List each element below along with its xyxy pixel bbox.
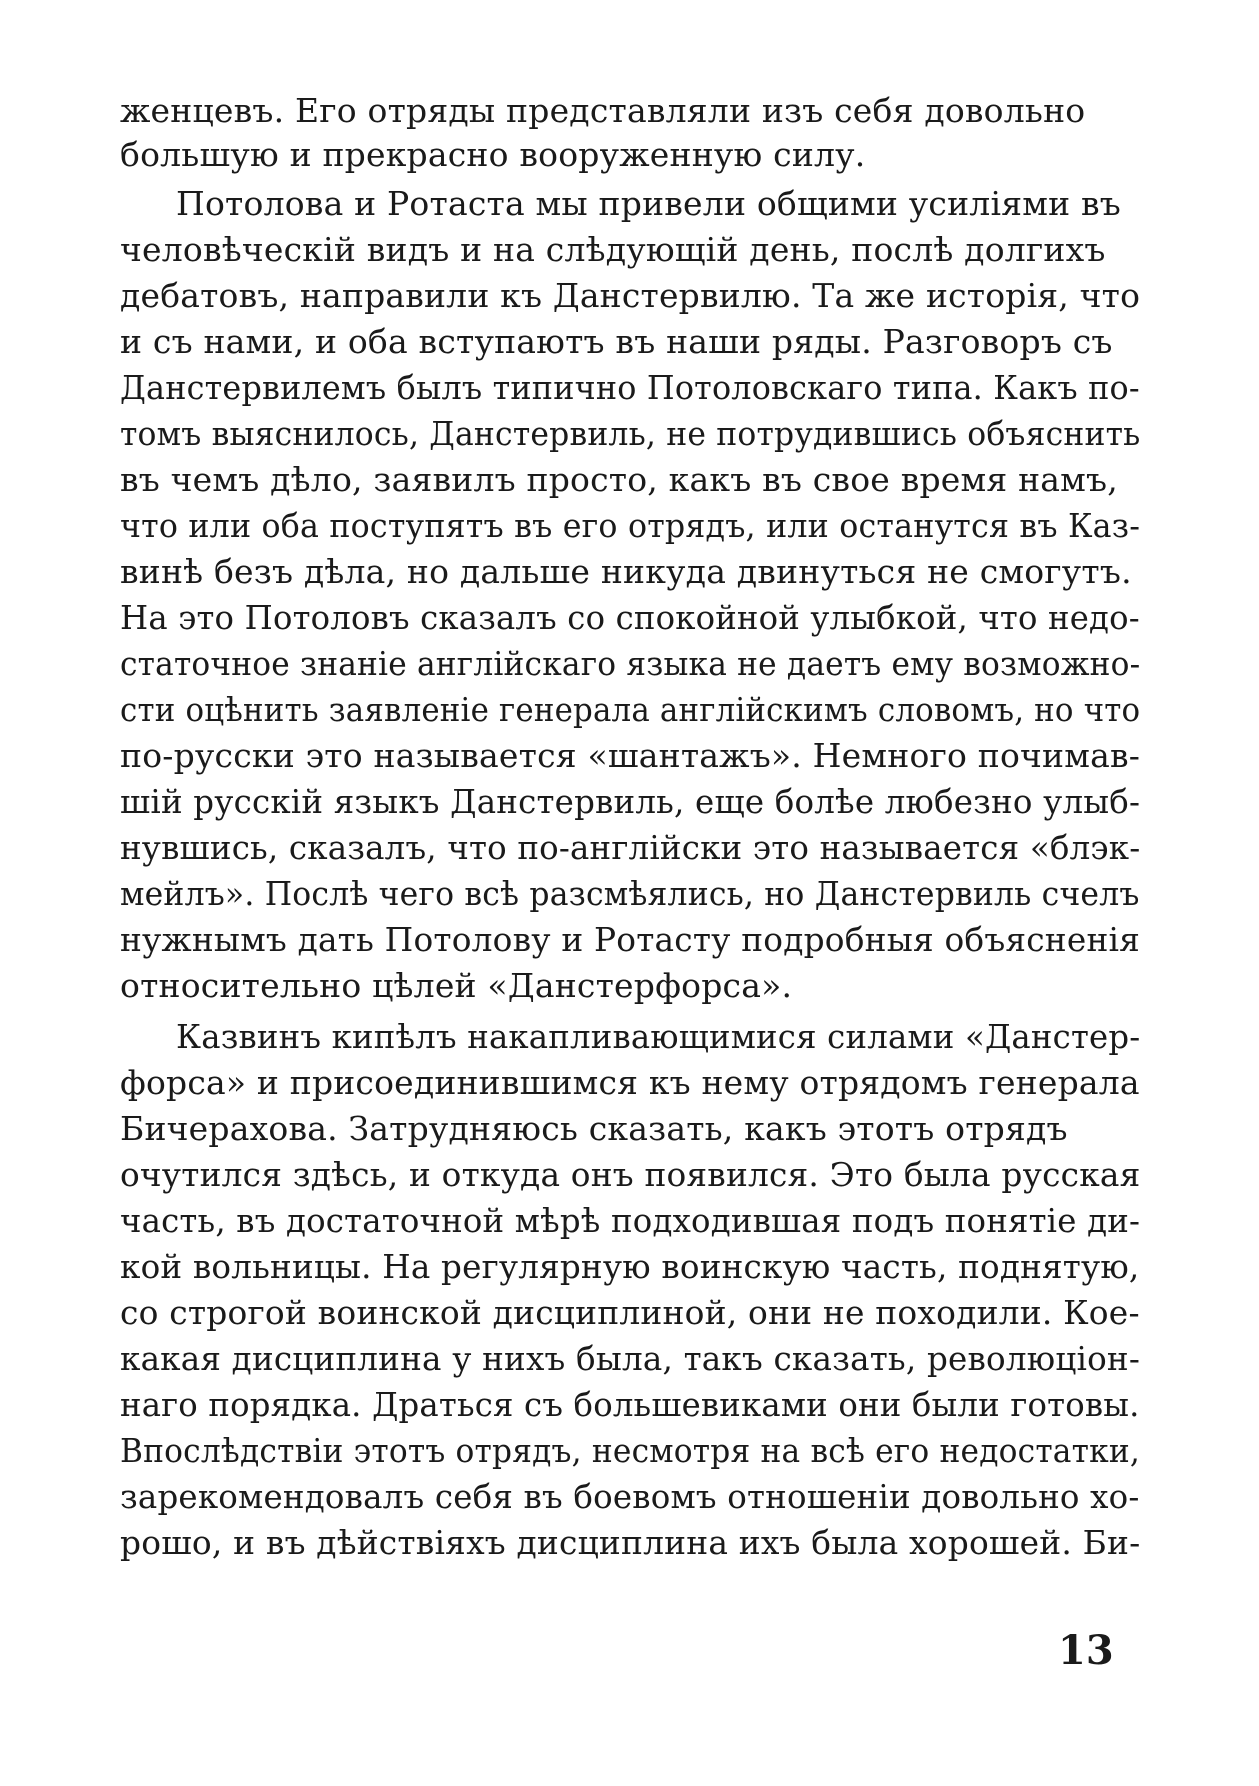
text-line: шій русскій языкъ Данстервиль, еще болѣе любезно улыб-: [120, 782, 1141, 821]
text-line: Казвинъ кипѣлъ накапливающимися силами «Данстер-: [176, 1017, 1141, 1056]
text-line: Бичерахова. Затрудняюсь сказать, какъ этотъ отрядъ: [120, 1109, 1068, 1148]
text-line: и съ нами, и оба вступаютъ въ наши ряды. Разговоръ съ: [120, 322, 1113, 361]
text-line: кой вольницы. На регулярную воинскую часть, поднятую,: [120, 1247, 1140, 1286]
text-line: дебатовъ, направили къ Данстервилю. Та же исторія, что: [120, 276, 1141, 315]
text-line: что или оба поступятъ въ его отрядъ, или останутся въ Каз-: [120, 506, 1141, 545]
text-line: Данстервилемъ былъ типично Потоловскаго типа. Какъ по-: [120, 368, 1140, 407]
text-line: относительно цѣлей «Данстерфорса».: [120, 966, 793, 1005]
text-line: женцевъ. Его отряды представляли изъ себя довольно: [120, 91, 1086, 130]
text-line: томъ выяснилось, Данстервиль, не потрудившись объяснить: [120, 414, 1141, 453]
page-number: 13: [1058, 1627, 1114, 1674]
text-line: винѣ безъ дѣла, но дальше никуда двинуться не смогутъ.: [120, 552, 1132, 591]
text-line: очутился здѣсь, и откуда онъ появился. Это была русская: [120, 1155, 1141, 1194]
text-line: статочное знаніе англійскаго языка не даетъ ему возможно-: [120, 644, 1141, 683]
text-line: часть, въ достаточной мѣрѣ подходившая подъ понятіе ди-: [120, 1201, 1141, 1240]
text-line: по-русски это называется «шантажъ». Немного почимав-: [120, 736, 1141, 775]
text-line: наго порядка. Драться съ большевиками они были готовы.: [120, 1385, 1140, 1424]
text-line: человѣческій видъ и на слѣдующій день, послѣ долгихъ: [120, 230, 1106, 269]
text-line: нужнымъ дать Потолову и Ротасту подробныя объясненія: [120, 920, 1141, 959]
text-line: въ чемъ дѣло, заявилъ просто, какъ въ свое время намъ,: [120, 460, 1118, 499]
text-line: На это Потоловъ сказалъ со спокойной улыбкой, что недо-: [120, 598, 1140, 637]
text-line: зарекомендовалъ себя въ боевомъ отношеніи довольно хо-: [120, 1477, 1140, 1516]
text-line: какая дисциплина у нихъ была, такъ сказать, революціон-: [120, 1339, 1141, 1378]
text-line: Впослѣдствіи этотъ отрядъ, несмотря на всѣ его недостатки,: [120, 1431, 1140, 1470]
text-line: нувшись, сказалъ, что по-англійски это называется «блэк-: [120, 828, 1141, 867]
text-line: мейлъ». Послѣ чего всѣ разсмѣялись, но Данстервиль счелъ: [120, 874, 1140, 913]
text-line: со строгой воинской дисциплиной, они не походили. Кое-: [120, 1293, 1140, 1332]
text-line: форса» и присоединившимся къ нему отрядомъ генерала: [120, 1063, 1140, 1102]
text-line: Потолова и Ротаста мы привели общими усиліями въ: [176, 184, 1121, 223]
text-line: сти оцѣнить заявленіе генерала англійскимъ словомъ, но что: [120, 690, 1141, 729]
text-line: большую и прекрасно вооруженную силу.: [120, 135, 866, 174]
text-line: рошо, и въ дѣйствіяхъ дисциплина ихъ была хорошей. Би-: [120, 1523, 1141, 1562]
